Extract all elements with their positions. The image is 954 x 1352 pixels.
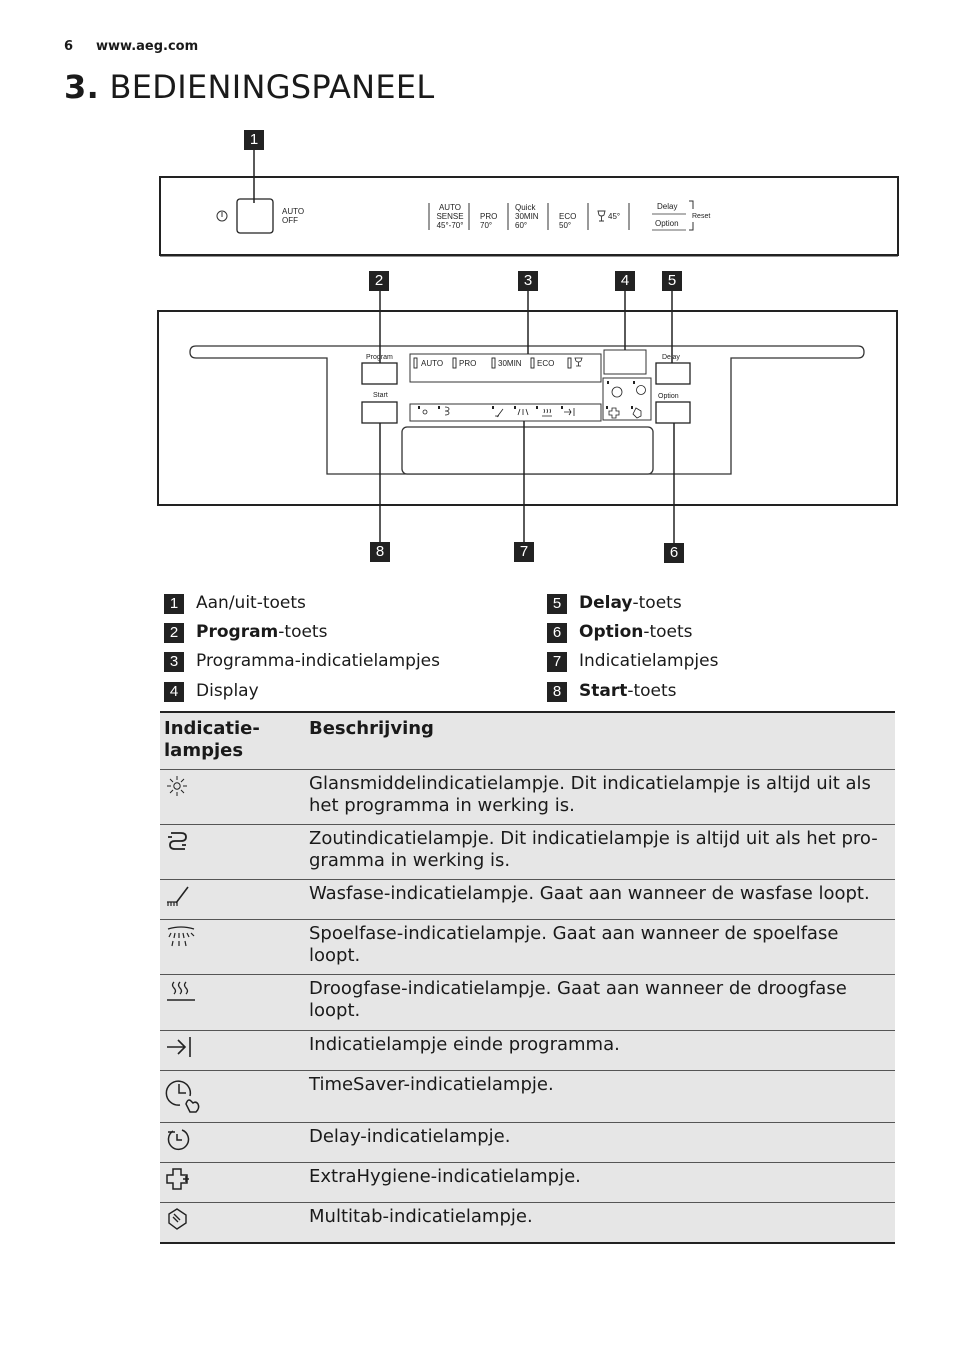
row-description: Indicatielampje einde programma. xyxy=(305,1030,895,1070)
program-button-shape xyxy=(362,363,397,384)
program-glass: 45° xyxy=(608,212,621,221)
table-row xyxy=(160,974,895,1030)
table-row xyxy=(160,824,895,879)
table-header-row xyxy=(160,712,895,769)
callout-3: 3 xyxy=(518,271,538,291)
table-row xyxy=(160,879,895,919)
start-button-shape xyxy=(362,402,397,423)
option-label-top: Option xyxy=(655,219,679,228)
prog-label-eco: ECO xyxy=(537,359,555,368)
display-window xyxy=(604,350,646,374)
callout-1: 1 xyxy=(244,130,264,150)
header-description: Beschrijving xyxy=(305,712,895,769)
delay-button-shape xyxy=(656,363,690,384)
glass-icon xyxy=(598,211,605,221)
page-number: 6 xyxy=(64,39,74,54)
prog-label-pro: PRO xyxy=(459,359,477,368)
power-button xyxy=(237,199,273,233)
row-description: Droogfase-indicatielampje. Gaat aan wanneer de droogfase loopt. xyxy=(305,974,895,1030)
header-indicators: Indicatie- lampjes xyxy=(160,712,305,769)
callout-4: 4 xyxy=(615,271,635,291)
reset-label: Reset xyxy=(692,213,711,220)
control-panel-diagram xyxy=(0,0,954,600)
table-row xyxy=(160,1202,895,1243)
timesaver-icon xyxy=(164,1074,204,1114)
multitab-icon xyxy=(164,1206,190,1232)
table-row xyxy=(160,1030,895,1070)
display-lower-area xyxy=(402,427,653,474)
program-quick: Quick 30MIN 60° xyxy=(515,203,539,230)
prog-label-auto: AUTO xyxy=(421,359,444,368)
indicator-table xyxy=(160,711,895,1244)
table-row xyxy=(160,919,895,974)
auto-off-label: AUTO OFF xyxy=(282,207,305,225)
program-label: Program xyxy=(366,354,393,361)
program-auto-sense: AUTO SENSE 45°-70° xyxy=(436,203,464,230)
delay-label: Delay xyxy=(662,354,680,361)
extrahygiene-icon xyxy=(164,1166,194,1192)
row-description: Zoutindicatielampje. Dit indicatielampje is altijd uit als het pro-gramma in werking is. xyxy=(305,824,895,879)
prog-label-30min: 30MIN xyxy=(498,359,522,368)
rinse-aid-icon xyxy=(164,773,190,799)
option-button-shape xyxy=(656,402,690,423)
website-url: www.aeg.com xyxy=(96,39,199,54)
callout-6: 6 xyxy=(664,543,684,563)
row-description: Spoelfase-indicatielampje. Gaat aan wanneer de spoelfase loopt. xyxy=(305,919,895,974)
section-title-text: BEDIENINGSPANEEL xyxy=(109,68,435,106)
table-row xyxy=(160,1070,895,1122)
row-description: TimeSaver-indicatielampje. xyxy=(305,1070,895,1122)
table-row xyxy=(160,1162,895,1202)
end-program-icon xyxy=(164,1034,194,1060)
row-description: ExtraHygiene-indicatielampje. xyxy=(305,1162,895,1202)
delay-icon xyxy=(164,1126,192,1152)
option-label: Option xyxy=(658,393,679,400)
wash-phase-icon xyxy=(164,883,190,909)
row-description: Wasfase-indicatielampje. Gaat aan wanneer de wasfase loopt. xyxy=(305,879,895,919)
row-description: Delay-indicatielampje. xyxy=(305,1122,895,1162)
delay-label-top: Delay xyxy=(657,202,678,211)
program-eco: ECO 50° xyxy=(559,212,577,230)
row-description: Glansmiddelindicatielampje. Dit indicatielampje is altijd uit als het programma in werking is. xyxy=(305,769,895,824)
table-row xyxy=(160,1122,895,1162)
callout-8: 8 xyxy=(370,542,390,562)
salt-icon xyxy=(164,828,190,854)
callout-2: 2 xyxy=(369,271,389,291)
callout-7: 7 xyxy=(514,542,534,562)
table-row xyxy=(160,769,895,824)
program-pro: PRO 70° xyxy=(480,212,498,230)
callout-5: 5 xyxy=(662,271,682,291)
drying-phase-icon xyxy=(164,978,198,1004)
start-label: Start xyxy=(373,392,388,399)
rinse-phase-icon xyxy=(164,923,198,949)
section-number: 3. xyxy=(64,68,100,106)
row-description: Multitab-indicatielampje. xyxy=(305,1202,895,1243)
